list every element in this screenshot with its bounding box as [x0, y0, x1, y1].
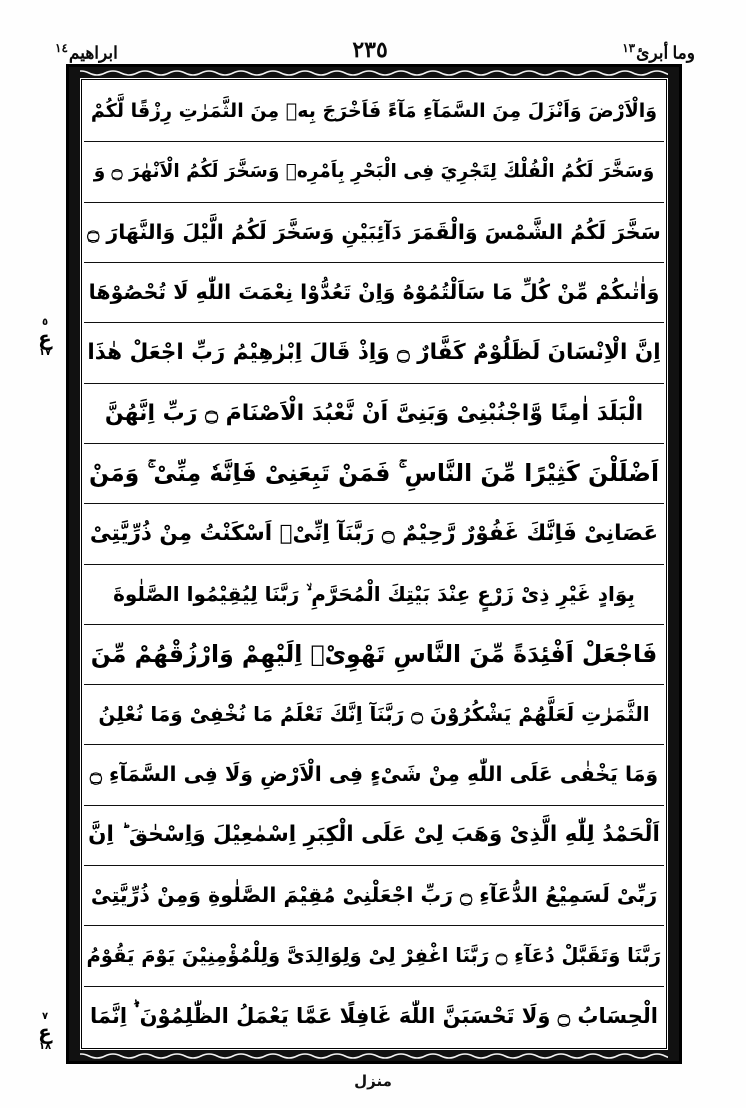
juz-name: وما أبرئ	[636, 44, 695, 63]
quran-line-8	[84, 504, 664, 564]
quran-line-text: فَاجْعَلْ اَفْئِدَةً مِّنَ النَّاسِ تَهْوِىْۤ اِلَيْهِمْ وَارْزُقْهُمْ مِّنَ	[90, 640, 658, 669]
quran-line-15	[84, 926, 664, 986]
quran-line-7	[84, 444, 664, 504]
border-ornament-bottom	[69, 1050, 679, 1061]
border-ornament-right	[668, 67, 679, 1061]
page-footer-mark: منزل	[354, 1072, 392, 1090]
quran-line-5	[84, 323, 664, 383]
quran-line-3	[84, 203, 664, 263]
quran-line-13	[84, 806, 664, 866]
text-block-frame	[81, 79, 667, 1049]
quran-line-text: وَمَا يَخْفٰى عَلَى اللّٰهِ مِنْ شَىْءٍ فِى الْاَرْضِ وَلَا فِى السَّمَآءِ ۝	[89, 762, 659, 787]
page-number: ٢٣٥	[352, 37, 388, 62]
quran-line-text: رَبِّىْ لَسَمِيْعُ الدُّعَآءِ ۝ رَبِّ اجْعَلْنِىْ مُقِيْمَ الصَّلٰوةِ وَمِنْ ذُرِّيَّتِىْ	[90, 882, 658, 907]
quran-line-12	[84, 745, 664, 805]
juz-header	[622, 42, 695, 62]
quran-line-text: اَضْلَلْنَ كَثِيْرًا مِّنَ النَّاسِ ۚ فَمَنْ تَبِعَنِىْ فَاِنَّهٗ مِنِّىْ ۚ وَمَنْ	[88, 459, 660, 488]
ruku-bottom-number: ١٨	[38, 1041, 52, 1052]
quran-line-14	[84, 866, 664, 926]
quran-line-16	[84, 987, 664, 1046]
quran-line-text: وَالْاَرْضَ وَاَنْزَلَ مِنَ السَّمَآءِ مَآءً فَاَخْرَجَ بِهٖ مِنَ الثَّمَرٰتِ رِزْقًا لَّكُمْ	[90, 99, 658, 122]
quran-line-text: سَخَّرَ لَكُمُ الشَّمْسَ وَالْقَمَرَ دَآئِبَيْنِ وَسَخَّرَ لَكُمُ الَّيْلَ وَالنَّهَارَ ۝	[87, 219, 661, 244]
juz-number: ١٣	[622, 41, 636, 56]
quran-line-text: الثَّمَرٰتِ لَعَلَّهُمْ يَشْكُرُوْنَ ۝ رَبَّنَآ اِنَّكَ تَعْلَمُ مَا نُخْفِىْ وَمَا نُعْلِنُ	[98, 702, 650, 727]
page-border-frame	[66, 64, 682, 1064]
ornament-pattern-bottom-svg	[69, 1051, 679, 1060]
ruku-marker	[30, 318, 60, 358]
quran-text-lines	[84, 82, 664, 1046]
quran-line-text: اَلْحَمْدُ لِلّٰهِ الَّذِىْ وَهَبَ لِىْ عَلَى الْكِبَرِ اِسْمٰعِيْلَ وَاِسْحٰقَ ؕ اِنَّ	[88, 822, 660, 848]
page-header	[55, 28, 695, 62]
ruku-bottom-number: ١٧	[38, 347, 52, 358]
quran-line-6	[84, 384, 664, 444]
quran-line-text: وَاٰتٰىكُمْ مِّنْ كُلِّ مَا سَاَلْتُمُوْهُ وَاِنْ تَعُدُّوْا نِعْمَتَ اللّٰهِ لَا تُحْصُوْهَا	[88, 279, 660, 304]
quran-line-text: اِنَّ الْاِنْسَانَ لَظَلُوْمٌ كَفَّارٌ ۝ وَاِذْ قَالَ اِبْرٰهِيْمُ رَبِّ اجْعَلْ هٰذَا	[87, 339, 661, 365]
ruku-marker	[30, 1012, 60, 1052]
quran-line-text: بِوَادٍ غَيْرِ ذِىْ زَرْعٍ عِنْدَ بَيْتِكَ الْمُحَرَّمِ ۙ رَبَّنَا لِيُقِيْمُوا الصَّلٰوةَ	[113, 581, 635, 606]
quran-line-1	[84, 82, 664, 142]
surah-number: ١٤	[55, 41, 68, 56]
quran-line-9	[84, 565, 664, 625]
ruku-glyph-icon: ع	[38, 1020, 52, 1044]
quran-line-2	[84, 142, 664, 202]
quran-line-10	[84, 625, 664, 685]
ruku-top-number: ٧	[41, 1011, 49, 1022]
ornament-pattern-top-svg	[69, 68, 679, 77]
surah-name: ابراهيم	[68, 44, 118, 63]
quran-line-text: الْحِسَابُ ۝ وَلَا تَحْسَبَنَّ اللّٰهَ غَافِلًا عَمَّا يَعْمَلُ الظّٰلِمُوْنَ ۬ؕ اِنَّمَا	[89, 1004, 658, 1029]
quran-line-text: وَسَخَّرَ لَكُمُ الْفُلْكَ لِتَجْرِيَ فِى الْبَحْرِ بِاَمْرِهٖ وَسَخَّرَ لَكُمُ الْاَنْهٰرَ ۝ وَ	[93, 161, 655, 183]
quran-line-text: عَصَانِىْ فَاِنَّكَ غَفُوْرٌ رَّحِيْمٌ ۝ رَبَّنَآ اِنِّىْۤ اَسْكَنْتُ مِنْ ذُرِّيَّتِىْ	[89, 520, 659, 546]
ruku-top-number: ٥	[41, 317, 49, 328]
quran-line-text: رَبَّنَا وَتَقَبَّلْ دُعَآءِ ۝ رَبَّنَا اغْفِرْ لِىْ وَلِوَالِدَىَّ وَلِلْمُؤْمِنِيْنَ يَوْمَ يَقُوْمُ	[86, 943, 661, 967]
border-ornament-top	[69, 67, 679, 78]
quran-line-text: الْبَلَدَ اٰمِنًا وَّاجْنُبْنِىْ وَبَنِىَّ اَنْ نَّعْبُدَ الْاَصْنَامَ ۝ رَبِّ اِنَّهُنَّ	[104, 400, 644, 426]
quran-line-4	[84, 263, 664, 323]
border-ornament-left	[69, 67, 80, 1061]
ruku-glyph-icon: ع	[38, 326, 52, 350]
quran-line-11	[84, 685, 664, 745]
surah-header	[55, 42, 118, 62]
